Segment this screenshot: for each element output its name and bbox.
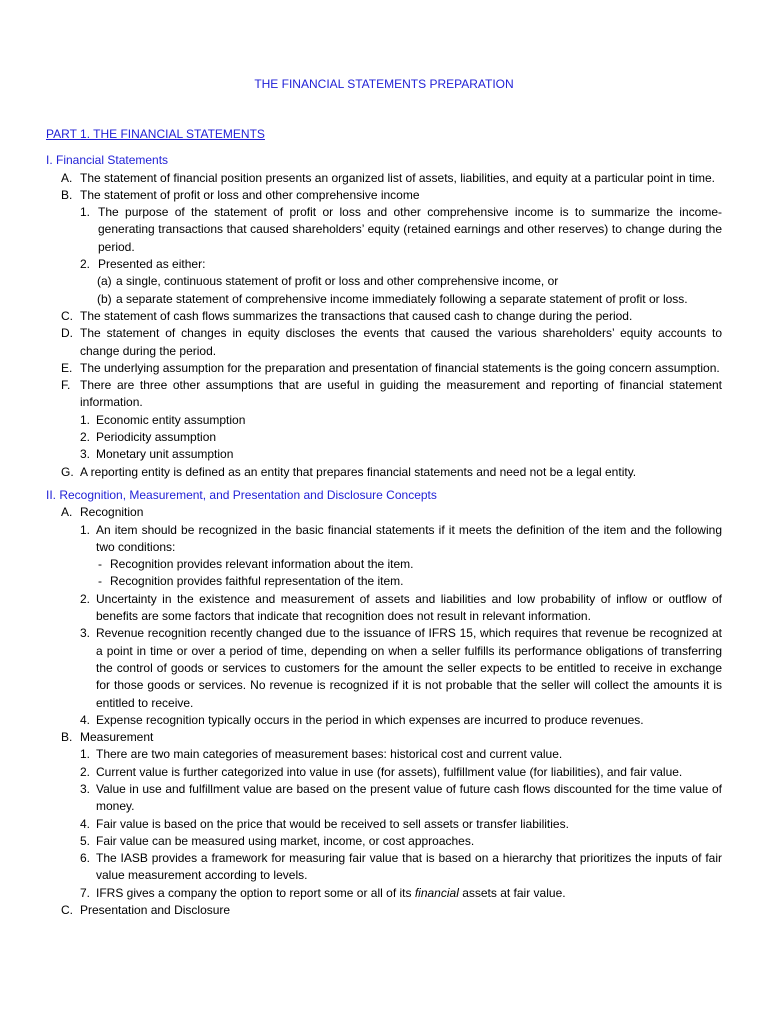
document-body: [46, 126, 722, 919]
section1-b-item-1: [46, 204, 722, 256]
item-text: Presentation and Disclosure: [80, 903, 231, 918]
item-label: B.: [61, 730, 73, 745]
item-label: 4.: [80, 816, 91, 831]
item-text: Monetary unit assumption: [96, 447, 234, 462]
item-text: Value in use and fulfillment value are based on the present value of future cash flows discounted for the time value of money.: [96, 781, 722, 814]
section2-item-b: [46, 729, 722, 746]
item-label: 2.: [80, 257, 91, 272]
item-label: 1.: [80, 412, 91, 427]
item-text-before: IFRS gives a company the option to report some or all of its: [96, 885, 415, 900]
item-label: F.: [61, 378, 71, 393]
section2-b-item-2: [46, 764, 722, 781]
item-label: A.: [61, 505, 73, 520]
item-text: The statement of cash flows summarizes the transactions that caused cash to change during the period.: [80, 308, 633, 323]
item-label: 2.: [80, 591, 91, 606]
document-title: THE FINANCIAL STATEMENTS PREPARATION: [254, 77, 514, 91]
item-text: Recognition provides relevant information about the item.: [110, 557, 414, 572]
section1-item-f: [46, 377, 722, 412]
item-label: 3.: [80, 781, 91, 796]
section2-b-item-1: [46, 746, 722, 763]
section2-b-item-3: [46, 781, 722, 816]
item-label: B.: [61, 187, 73, 202]
section1-heading: I. Financial Statements: [46, 153, 169, 168]
item-text: Presented as either:: [98, 257, 206, 272]
item-text: Current value is further categorized into value in use (for assets), fulfillment value (for liabilities), and fair value.: [96, 764, 683, 779]
item-text: The IASB provides a framework for measuring fair value that is based on a hierarchy that prioritizes the inputs of fair value measurement according to levels.: [96, 851, 722, 883]
item-text: Recognition provides faithful representation of the item.: [110, 574, 404, 589]
section2-a-1-bullet-2: [46, 573, 722, 590]
item-text-after: assets at fair value.: [458, 885, 566, 900]
item-text: There are two main categories of measurement bases: historical cost and current value.: [96, 747, 563, 762]
item-label: 3.: [80, 447, 91, 462]
section1-item-g: [46, 464, 722, 481]
section2-a-1-bullet-1: [46, 556, 722, 573]
item-label: G.: [61, 464, 74, 479]
section1-b-2-item-a: [46, 273, 722, 290]
part1-heading: PART 1. THE FINANCIAL STATEMENTS: [46, 127, 265, 141]
section2-b-item-5: [46, 833, 722, 850]
item-label: 2.: [80, 430, 91, 445]
item-label: 6.: [80, 851, 91, 866]
section1-b-2-item-b: [46, 291, 722, 308]
item-label: 7.: [80, 885, 91, 900]
section2-item-a: [46, 504, 722, 521]
section1-item-b: [46, 187, 722, 204]
item-text: The statement of changes in equity discloses the events that caused the various shareholders’ equity accounts to change during the period.: [80, 326, 722, 358]
section2-heading: II. Recognition, Measurement, and Presentation and Disclosure Concepts: [46, 487, 437, 502]
item-label: D.: [61, 326, 73, 341]
item-text: Economic entity assumption: [96, 412, 246, 427]
item-text: Fair value is based on the price that would be received to sell assets or transfer liabilities.: [96, 816, 569, 831]
section1-item-d: [46, 325, 722, 360]
item-text: a separate statement of comprehensive income immediately following a separate statement of profit or loss.: [116, 291, 688, 306]
item-text: The statement of financial position presents an organized list of assets, liabilities, and equity at a particular point in time.: [80, 170, 716, 185]
item-label: 1.: [80, 205, 91, 220]
item-text: Fair value can be measured using market, income, or cost approaches.: [96, 833, 475, 848]
section2-b-item-6: [46, 850, 722, 885]
item-label: (a): [97, 274, 112, 289]
item-text: Periodicity assumption: [96, 430, 217, 445]
item-text-italic: financial: [414, 885, 459, 900]
section2-a-item-3: [46, 625, 722, 711]
item-label: E.: [61, 360, 73, 375]
item-text: The purpose of the statement of profit or loss and other comprehensive income is to summarize the income-generating transactions that caused shareholders’ equity (retained earnings and other reserves) to change during the period.: [98, 205, 722, 254]
item-label: C.: [61, 308, 73, 323]
item-text: a single, continuous statement of profit or loss and other comprehensive income, or: [116, 274, 559, 289]
item-label: 4.: [80, 712, 91, 727]
item-label: 1.: [80, 522, 91, 537]
section1-item-e: [46, 360, 722, 377]
item-text: Recognition: [80, 505, 144, 520]
bullet-dash: -: [98, 574, 102, 589]
section2-b-item-7: [46, 885, 722, 902]
item-text: Measurement: [80, 730, 154, 745]
item-label: C.: [61, 903, 73, 918]
item-text: Expense recognition typically occurs in the period in which expenses are incurred to produce revenues.: [96, 712, 644, 727]
item-text: There are three other assumptions that are useful in guiding the measurement and reporting of financial statement information.: [80, 378, 722, 410]
item-label: A.: [61, 170, 73, 185]
item-label: 3.: [80, 626, 91, 641]
section1-f-item-3: [46, 446, 722, 463]
section2-item-c: [46, 902, 722, 919]
item-text: The underlying assumption for the preparation and presentation of financial statements is the going concern assumption.: [80, 360, 720, 375]
section2-a-item-4: [46, 712, 722, 729]
item-text: The statement of profit or loss and other comprehensive income: [80, 187, 420, 202]
bullet-dash: -: [98, 557, 102, 572]
section2-a-item-2: [46, 591, 722, 626]
section1-item-a: [46, 170, 722, 187]
item-label: 1.: [80, 747, 91, 762]
section1-f-item-1: [46, 412, 722, 429]
section1-item-c: [46, 308, 722, 325]
item-text: An item should be recognized in the basic financial statements if it meets the definition of the item and the following two conditions:: [96, 522, 722, 554]
section1-b-item-2: [46, 256, 722, 273]
item-label: 2.: [80, 764, 91, 779]
item-label: 5.: [80, 833, 91, 848]
item-text: Revenue recognition recently changed due to the issuance of IFRS 15, which requires that revenue be recognized at a point in time or over a period of time, depending on when a seller fulfills its performance obligations of transferring the control of goods or services to customers for the amount the seller expects to be entitled to receive in exchange for those goods or services. No revenue is recognized if it is not probable that the seller will collect the amounts it is entitled to receive.: [96, 626, 722, 710]
item-text: Uncertainty in the existence and measurement of assets and liabilities and low probability of inflow or outflow of benefits are some factors that indicate that recognition does not result in relevant information.: [96, 591, 722, 624]
item-text: A reporting entity is defined as an entity that prepares financial statements and need not be a legal entity.: [80, 464, 637, 479]
section1-f-item-2: [46, 429, 722, 446]
section2-a-item-1: [46, 522, 722, 557]
item-label: (b): [97, 291, 112, 306]
section2-b-item-4: [46, 816, 722, 833]
